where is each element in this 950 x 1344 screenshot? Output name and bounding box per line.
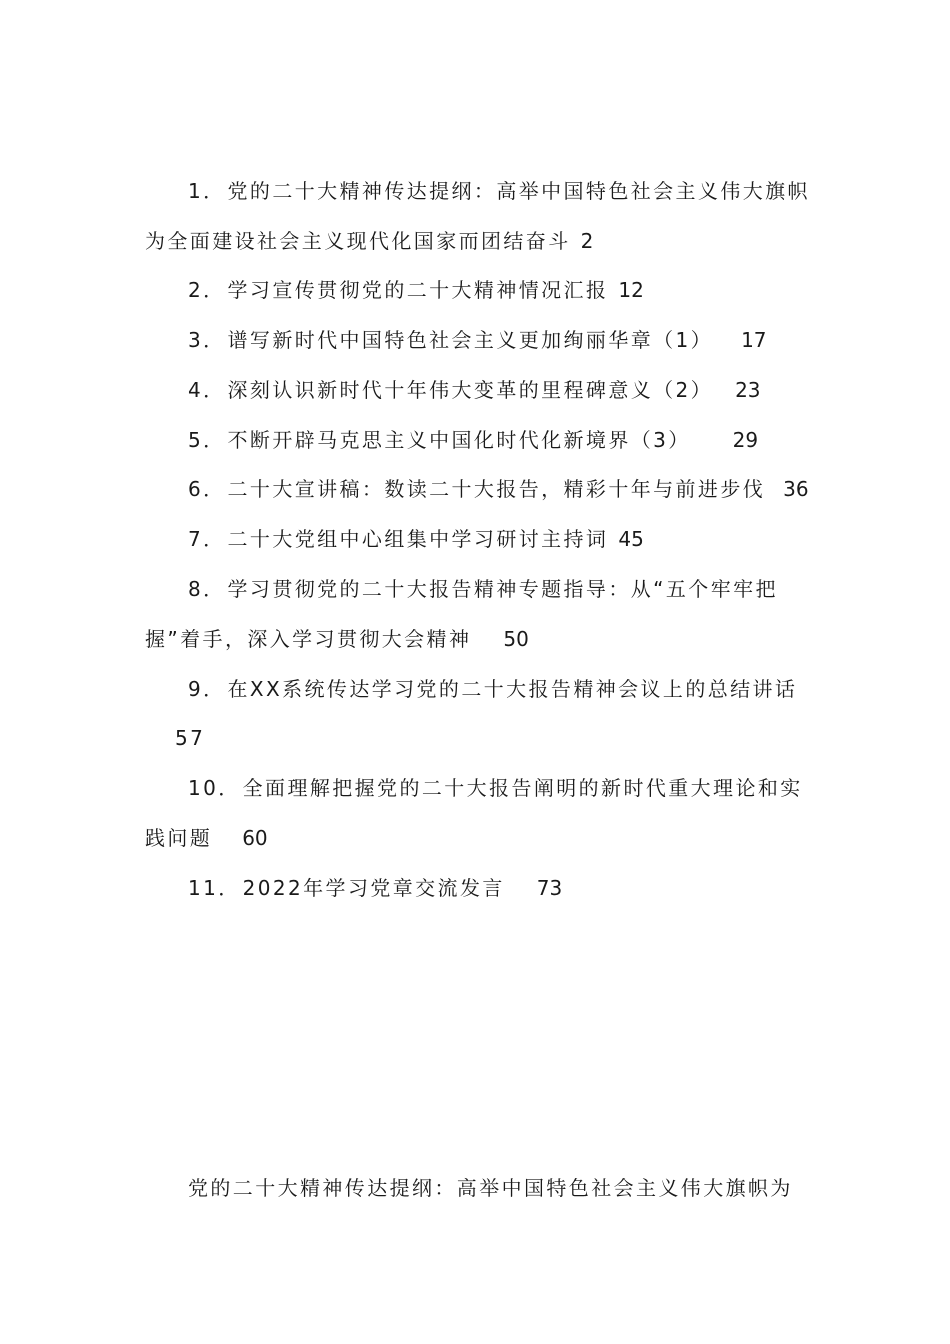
toc-item-1-line-2[interactable]: [145, 227, 805, 255]
toc-item-2[interactable]: [188, 276, 805, 304]
toc-item-8-line-2[interactable]: [145, 625, 805, 653]
toc-item-3-title: 谱写新时代中国特色社会主义更加绚丽华章（1）: [227, 328, 714, 352]
toc-item-10-title-part-1: 全面理解把握党的二十大报告阐明的新时代重大理论和实: [242, 776, 803, 800]
toc-item-9-number: 9．: [188, 677, 226, 701]
toc-item-10-number: 10．: [188, 776, 241, 800]
toc-item-6[interactable]: [188, 475, 809, 503]
toc-item-1-line-1[interactable]: [188, 177, 810, 205]
toc-item-10-title-part-2: 践问题: [145, 826, 213, 850]
toc-item-8-number: 8．: [188, 577, 226, 601]
toc-item-4-title: 深刻认识新时代十年伟大变革的里程碑意义（2）: [227, 378, 714, 402]
toc-item-8-title-part-2: 握”着手，深入学习贯彻大会精神: [145, 627, 472, 651]
toc-item-4[interactable]: [188, 376, 805, 404]
toc-item-5-page: 29: [732, 428, 759, 452]
toc-item-7-number: 7．: [188, 527, 226, 551]
toc-item-9-line-1[interactable]: [188, 675, 805, 703]
toc-item-2-page: 12: [618, 278, 644, 302]
toc-item-6-title: 二十大宣讲稿：数读二十大报告，精彩十年与前进步伐: [227, 477, 766, 501]
toc-item-11-page: 73: [536, 876, 563, 900]
toc-item-5-number: 5．: [188, 428, 226, 452]
toc-item-10-page: 60: [242, 826, 268, 850]
toc-item-4-page: 23: [735, 378, 761, 402]
toc-item-3-number: 3．: [188, 328, 226, 352]
toc-item-11-number: 11．: [188, 876, 241, 900]
toc-item-1-title-part-2: 为全面建设社会主义现代化国家而团结奋斗: [145, 229, 571, 253]
toc-item-1-number: 1．: [188, 179, 226, 203]
toc-item-11[interactable]: [188, 874, 805, 902]
toc-item-7-page: 45: [618, 527, 644, 551]
toc-item-5-title: 不断开辟马克思主义中国化时代化新境界（3）: [227, 428, 691, 452]
toc-item-4-number: 4．: [188, 378, 226, 402]
toc-item-10-line-1[interactable]: [188, 774, 805, 802]
toc-item-6-number: 6．: [188, 477, 226, 501]
toc-item-8-line-1[interactable]: [188, 575, 805, 603]
toc-item-7-title: 二十大党组中心组集中学习研讨主持词: [227, 527, 609, 551]
toc-item-11-title: 2022年学习党章交流发言: [242, 876, 505, 900]
toc-item-2-number: 2．: [188, 278, 226, 302]
toc-item-9-page: 57: [175, 726, 206, 750]
toc-item-1-page: 2: [580, 229, 594, 253]
toc-item-6-page: 36: [783, 477, 809, 501]
toc-item-8-page: 50: [503, 627, 529, 651]
toc-item-8-title-part-1: 学习贯彻党的二十大报告精神专题指导：从“五个牢牢把: [227, 577, 778, 601]
toc-item-5[interactable]: [188, 426, 805, 454]
toc-item-3-page: 17: [741, 328, 767, 352]
toc-item-7[interactable]: [188, 525, 805, 553]
toc-item-1-title-part-1: 党的二十大精神传达提纲：高举中国特色社会主义伟大旗帜: [227, 179, 810, 203]
toc-item-9-line-2[interactable]: [175, 724, 835, 752]
body-title: 党的二十大精神传达提纲：高举中国特色社会主义伟大旗帜为: [188, 1176, 793, 1200]
toc-item-2-title: 学习宣传贯彻党的二十大精神情况汇报: [227, 278, 609, 302]
toc-item-9-title: 在XX系统传达学习党的二十大报告精神会议上的总结讲话: [227, 677, 798, 701]
toc-item-3[interactable]: [188, 326, 805, 354]
toc-item-10-line-2[interactable]: [145, 824, 805, 852]
